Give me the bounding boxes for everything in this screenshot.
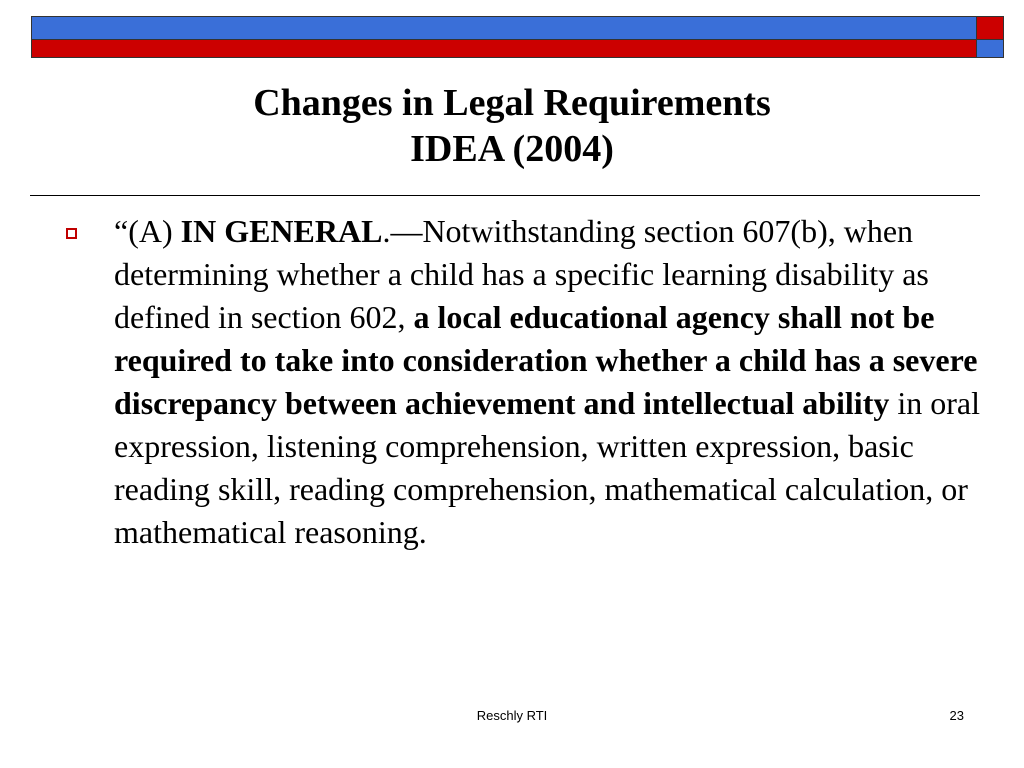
header-bar-blue: [31, 16, 977, 40]
title-divider: [30, 195, 980, 196]
page-number: 23: [949, 708, 964, 723]
bullet-text: [114, 210, 984, 554]
title-line-1: Changes in Legal Requirements: [253, 82, 771, 124]
header-corner-red: [977, 16, 1004, 40]
header-corner-blue: [977, 40, 1004, 58]
emphasized-clause: a local educational agency shall not be required to take into consideration whether a child has a severe discrepancy between achievement and intellectual ability: [114, 299, 978, 421]
areas-list-text: in oral expression, listening comprehension, written expression, basic reading skill, reading comprehension, mathematical calculation, or mathematical reasoning.: [114, 385, 980, 550]
hollow-square-bullet-icon: [66, 228, 77, 239]
header-bar-red: [31, 40, 977, 58]
quote-prefix: “(A): [114, 213, 181, 249]
slide-title: [0, 80, 1024, 172]
notwithstanding-text: .—Notwithstanding section 607(b), when determining whether a child has a specific learning disability as defined in section 602,: [114, 213, 929, 335]
footer-text: Reschly RTI: [476, 708, 548, 723]
title-line-2: IDEA (2004): [410, 128, 614, 170]
in-general-heading: IN GENERAL: [180, 213, 383, 249]
